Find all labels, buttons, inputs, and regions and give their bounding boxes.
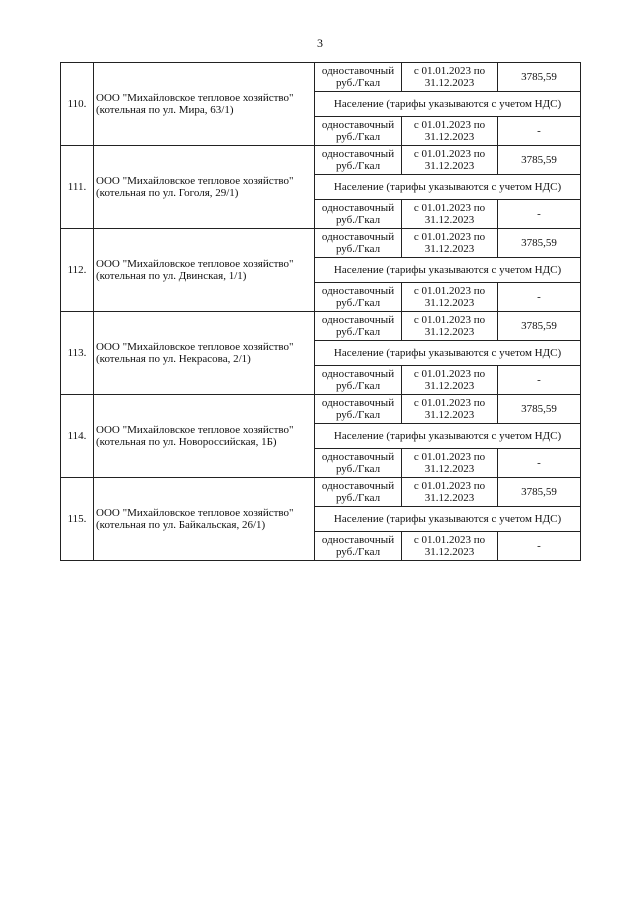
population-note: Население (тарифы указываются с учетом НДС) — [315, 507, 581, 532]
tariff-type: одноставочный руб./Гкал — [315, 366, 402, 395]
tariff-period: с 01.01.2023 по 31.12.2023 — [402, 312, 498, 341]
table-row — [61, 63, 581, 92]
table-row — [61, 312, 581, 341]
tariff-type: одноставочный руб./Гкал — [315, 449, 402, 478]
tariff-period: с 01.01.2023 по 31.12.2023 — [402, 146, 498, 175]
tariff-value: 3785,59 — [498, 146, 581, 175]
tariff-type: одноставочный руб./Гкал — [315, 283, 402, 312]
population-note: Население (тарифы указываются с учетом НДС) — [315, 258, 581, 283]
tariff-period: с 01.01.2023 по 31.12.2023 — [402, 478, 498, 507]
organization-name: ООО "Михайловское тепловое хозяйство" (котельная по ул. Новороссийская, 1Б) — [94, 395, 315, 478]
population-note: Население (тарифы указываются с учетом НДС) — [315, 175, 581, 200]
tariff-period: с 01.01.2023 по 31.12.2023 — [402, 63, 498, 92]
tariff-type: одноставочный руб./Гкал — [315, 532, 402, 561]
organization-name: ООО "Михайловское тепловое хозяйство" (котельная по ул. Байкальская, 26/1) — [94, 478, 315, 561]
tariff-period: с 01.01.2023 по 31.12.2023 — [402, 366, 498, 395]
tariff-value: - — [498, 200, 581, 229]
tariff-type: одноставочный руб./Гкал — [315, 63, 402, 92]
page-number: 3 — [317, 36, 323, 50]
tariff-period: с 01.01.2023 по 31.12.2023 — [402, 229, 498, 258]
tariff-period: с 01.01.2023 по 31.12.2023 — [402, 395, 498, 424]
table-row — [61, 395, 581, 424]
tariff-value: - — [498, 366, 581, 395]
population-note: Население (тарифы указываются с учетом НДС) — [315, 424, 581, 449]
tariff-period: с 01.01.2023 по 31.12.2023 — [402, 532, 498, 561]
tariff-period: с 01.01.2023 по 31.12.2023 — [402, 449, 498, 478]
tariff-period: с 01.01.2023 по 31.12.2023 — [402, 283, 498, 312]
tariff-value: - — [498, 449, 581, 478]
tariff-table — [60, 62, 581, 561]
tariff-period: с 01.01.2023 по 31.12.2023 — [402, 117, 498, 146]
tariff-value: 3785,59 — [498, 63, 581, 92]
row-number: 115. — [61, 478, 94, 561]
row-number: 114. — [61, 395, 94, 478]
organization-name: ООО "Михайловское тепловое хозяйство" (котельная по ул. Гоголя, 29/1) — [94, 146, 315, 229]
row-number: 111. — [61, 146, 94, 229]
row-number: 112. — [61, 229, 94, 312]
tariff-value: 3785,59 — [498, 312, 581, 341]
organization-name: ООО "Михайловское тепловое хозяйство" (котельная по ул. Некрасова, 2/1) — [94, 312, 315, 395]
table-row — [61, 229, 581, 258]
population-note: Население (тарифы указываются с учетом НДС) — [315, 341, 581, 366]
tariff-type: одноставочный руб./Гкал — [315, 229, 402, 258]
organization-name: ООО "Михайловское тепловое хозяйство" (котельная по ул. Двинская, 1/1) — [94, 229, 315, 312]
tariff-value: 3785,59 — [498, 395, 581, 424]
tariff-type: одноставочный руб./Гкал — [315, 200, 402, 229]
tariff-value: 3785,59 — [498, 478, 581, 507]
tariff-type: одноставочный руб./Гкал — [315, 478, 402, 507]
tariff-value: 3785,59 — [498, 229, 581, 258]
table-row — [61, 146, 581, 175]
row-number: 110. — [61, 63, 94, 146]
tariff-value: - — [498, 283, 581, 312]
tariff-period: с 01.01.2023 по 31.12.2023 — [402, 200, 498, 229]
tariff-type: одноставочный руб./Гкал — [315, 146, 402, 175]
tariff-type: одноставочный руб./Гкал — [315, 117, 402, 146]
table-row — [61, 478, 581, 507]
tariff-value: - — [498, 117, 581, 146]
tariff-type: одноставочный руб./Гкал — [315, 312, 402, 341]
row-number: 113. — [61, 312, 94, 395]
population-note: Население (тарифы указываются с учетом НДС) — [315, 92, 581, 117]
organization-name: ООО "Михайловское тепловое хозяйство" (котельная по ул. Мира, 63/1) — [94, 63, 315, 146]
tariff-type: одноставочный руб./Гкал — [315, 395, 402, 424]
tariff-value: - — [498, 532, 581, 561]
